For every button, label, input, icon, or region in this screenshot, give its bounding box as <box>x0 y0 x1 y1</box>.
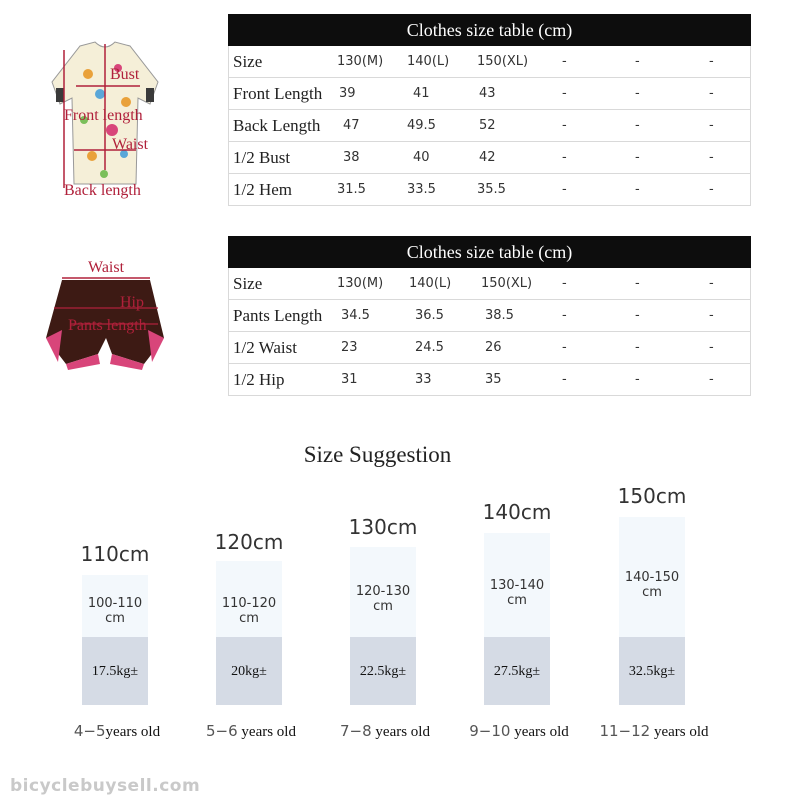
cell: 36.5 <box>415 308 444 323</box>
cell: 130(M) <box>337 276 384 291</box>
cell: - <box>709 340 714 355</box>
range-text: 120-130 <box>355 584 411 599</box>
height-label: 110cm <box>80 542 150 566</box>
cell: - <box>709 118 714 133</box>
waist-label: Waist <box>112 136 149 153</box>
age-label <box>444 722 594 741</box>
cell: 42 <box>479 150 496 165</box>
cell: - <box>635 372 640 387</box>
cell: - <box>709 150 714 165</box>
range-unit: cm <box>642 585 662 600</box>
cell: 140(L) <box>409 276 452 291</box>
cell: 26 <box>485 340 502 355</box>
range-text: 130-140 <box>489 578 545 593</box>
height-range <box>72 596 158 626</box>
range-text: 110-120 <box>221 596 277 611</box>
watermark: bicyclebuysell.com <box>10 776 201 796</box>
age-range: 9−10 <box>469 722 511 740</box>
age-label <box>176 722 326 741</box>
cell: 140(L) <box>407 54 450 69</box>
cell: 43 <box>479 86 496 101</box>
cell: 49.5 <box>407 118 436 133</box>
cell: 35 <box>485 372 502 387</box>
bust-label: Bust <box>110 66 140 83</box>
table-row <box>229 174 750 206</box>
range-text: 140-150 <box>624 570 680 585</box>
cell: - <box>562 150 567 165</box>
cell: 34.5 <box>341 308 370 323</box>
table-row <box>229 332 750 364</box>
height-label: 130cm <box>348 515 418 539</box>
table-title: Clothes size table (cm) <box>228 14 751 46</box>
row-label: Size <box>233 274 263 293</box>
cell: - <box>635 340 640 355</box>
range-unit: cm <box>507 593 527 608</box>
height-range <box>340 584 426 614</box>
range-unit: cm <box>105 611 125 626</box>
row-label: Pants Length <box>233 306 323 325</box>
cell: 38 <box>343 150 360 165</box>
pants-length-label: Pants length <box>68 317 147 334</box>
table-row <box>229 268 750 300</box>
hip-label: Hip <box>120 294 144 311</box>
cell: 47 <box>343 118 360 133</box>
cell: 23 <box>341 340 358 355</box>
weight-label: 17.5kg± <box>91 664 139 679</box>
range-unit: cm <box>373 599 393 614</box>
cell: - <box>709 54 714 69</box>
cell: 35.5 <box>477 182 506 197</box>
table-title: Clothes size table (cm) <box>228 236 751 268</box>
cell: - <box>709 86 714 101</box>
back-length-label: Back length <box>64 182 141 199</box>
cell: 40 <box>413 150 430 165</box>
cell: 150(XL) <box>477 54 529 69</box>
cell: 24.5 <box>415 340 444 355</box>
cell: - <box>635 182 640 197</box>
age-text: years old <box>650 724 709 740</box>
cell: - <box>635 308 640 323</box>
age-text: years old <box>105 724 161 740</box>
cell: - <box>709 182 714 197</box>
table-row <box>229 300 750 332</box>
table-row <box>229 78 750 110</box>
height-range <box>609 570 695 600</box>
weight-label: 27.5kg± <box>493 664 541 679</box>
cell: 150(XL) <box>481 276 533 291</box>
cell: - <box>562 182 567 197</box>
cell: - <box>635 276 640 291</box>
cell: - <box>635 150 640 165</box>
cell: 31.5 <box>337 182 366 197</box>
row-label: 1/2 Hem <box>233 180 293 199</box>
height-label: 150cm <box>617 484 687 508</box>
row-label: 1/2 Hip <box>233 370 285 389</box>
table-row <box>229 46 750 78</box>
table-row <box>229 110 750 142</box>
age-range: 4−5 <box>73 722 106 740</box>
cell: 31 <box>341 372 358 387</box>
height-range <box>474 578 560 608</box>
age-label <box>310 722 460 741</box>
age-label <box>579 722 729 741</box>
cell: 39 <box>339 86 356 101</box>
range-unit: cm <box>239 611 259 626</box>
cell: - <box>562 308 567 323</box>
age-text: years old <box>371 724 430 740</box>
cell: - <box>562 340 567 355</box>
row-label: Front Length <box>233 84 323 103</box>
size-suggestion-title: Size Suggestion <box>303 442 452 467</box>
height-label: 120cm <box>214 530 284 554</box>
cell: 33.5 <box>407 182 436 197</box>
cell: 38.5 <box>485 308 514 323</box>
cell: 52 <box>479 118 496 133</box>
height-label: 140cm <box>482 500 552 524</box>
cell: - <box>562 118 567 133</box>
row-label: Size <box>233 52 263 71</box>
range-text: 100-110 <box>87 596 143 611</box>
age-text: years old <box>237 724 296 740</box>
front-length-label: Front length <box>64 107 143 124</box>
cell: - <box>562 372 567 387</box>
table-body <box>228 46 751 206</box>
top-size-table <box>228 14 751 206</box>
age-text: years old <box>510 724 569 740</box>
row-label: 1/2 Bust <box>233 148 291 167</box>
weight-label: 32.5kg± <box>628 664 676 679</box>
cell: - <box>562 276 567 291</box>
cell: - <box>709 308 714 323</box>
cell: - <box>562 86 567 101</box>
table-row <box>229 364 750 396</box>
cell: - <box>635 54 640 69</box>
cell: - <box>709 372 714 387</box>
age-range: 7−8 <box>340 722 372 740</box>
height-range <box>206 596 292 626</box>
shorts-waist-label: Waist <box>88 259 125 276</box>
cell: 33 <box>415 372 432 387</box>
cell: 41 <box>413 86 430 101</box>
age-label <box>42 722 192 741</box>
age-range: 5−6 <box>206 722 238 740</box>
cell: 130(M) <box>337 54 384 69</box>
row-label: 1/2 Waist <box>233 338 297 357</box>
table-body <box>228 268 751 396</box>
cell: - <box>709 276 714 291</box>
cell: - <box>635 118 640 133</box>
cell: - <box>635 86 640 101</box>
row-label: Back Length <box>233 116 321 135</box>
weight-label: 20kg± <box>231 664 267 679</box>
age-range: 11−12 <box>599 722 651 740</box>
table-row <box>229 142 750 174</box>
weight-label: 22.5kg± <box>359 664 407 679</box>
bottom-size-table <box>228 236 751 396</box>
cell: - <box>562 54 567 69</box>
